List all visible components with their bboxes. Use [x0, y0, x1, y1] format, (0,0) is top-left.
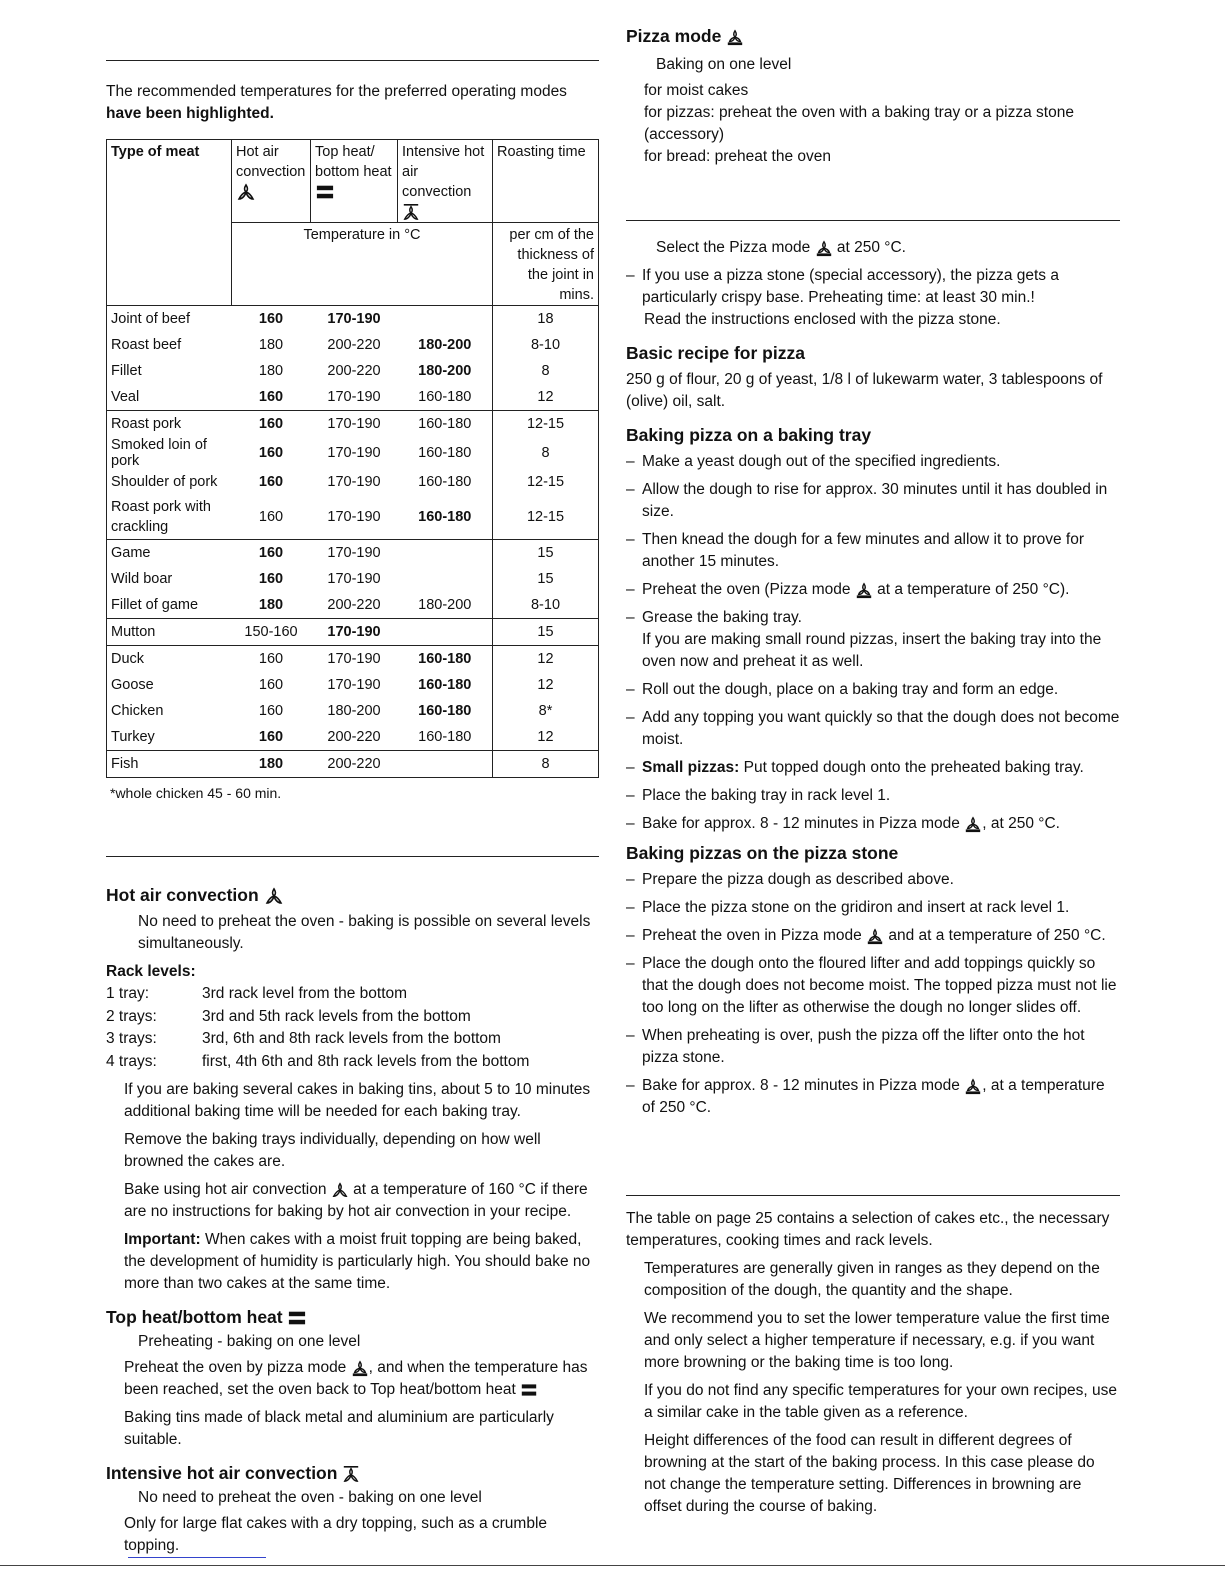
intensive-heading: Intensive hot air convection [106, 1461, 599, 1485]
cell-meat-name: Chicken [111, 703, 164, 719]
cell-top-bottom: 200-220 [327, 337, 381, 353]
list-item: – Bake for approx. 8 - 12 minutes in Pizza mode , at 250 °C. [626, 813, 1120, 835]
cell-roasting-time: 8-10 [493, 592, 599, 619]
top-bottom-p1: Preheating - baking on one level [138, 1333, 361, 1350]
table-row [107, 592, 599, 619]
list-item: – Prepare the pizza dough as described above. [626, 869, 1120, 891]
fan-icon [236, 182, 256, 202]
pizza-mode-icon [964, 815, 982, 833]
select-list [626, 265, 1120, 309]
pizza-mode-l2: for pizzas: preheat the oven with a baking tray or a pizza stone (accessory) [644, 104, 1074, 143]
cell-top-bottom: 170-190 [327, 389, 381, 405]
cell-intensive: 160-180 [418, 677, 472, 693]
cell-roasting-time: 8 [493, 751, 599, 778]
list-item: – Small pizzas: Put topped dough onto the preheated baking tray. [626, 757, 1120, 779]
cell-top-bottom: 200-220 [327, 729, 381, 745]
basic-recipe-text: 250 g of flour, 20 g of yeast, 1/8 l of lukewarm water, 3 tablespoons of (olive) oil, salt. [626, 371, 1103, 410]
rack-levels-list [106, 983, 599, 1073]
pizza-stone-heading: Baking pizzas on the pizza stone [626, 843, 899, 863]
table-row [107, 540, 599, 567]
cell-top-bottom: 170-190 [311, 540, 398, 567]
header-top-bottom: Top heat/ bottom heat [311, 140, 398, 223]
cell-hot-air: 160 [258, 445, 284, 461]
table-row [107, 358, 599, 384]
cell-intensive [398, 566, 493, 592]
cell-roasting-time: 8 [493, 437, 599, 469]
cell-roasting-time: 8* [493, 698, 599, 724]
pizza-mode-icon [964, 1077, 982, 1095]
cell-hot-air: 160 [258, 571, 284, 587]
table-row [107, 469, 599, 495]
cell-hot-air: 180 [258, 597, 284, 613]
cell-top-bottom: 170-190 [327, 509, 381, 525]
cell-intensive: 160-180 [418, 389, 472, 405]
cell-roasting-time: 12 [493, 672, 599, 698]
hot-air-p1: No need to preheat the oven - baking is possible on several levels simultaneously. [138, 913, 591, 952]
list-item: – Grease the baking tray. If you are making small round pizzas, insert the baking tray into the oven now and preheat it as well. [626, 607, 1120, 673]
top-bottom-p3: Baking tins made of black metal and aluminium are particularly suitable. [124, 1409, 554, 1448]
intensive-p1: No need to preheat the oven - baking on one level [138, 1489, 482, 1506]
pizza-mode-icon [726, 28, 744, 46]
table-row [107, 306, 599, 333]
cell-intensive: 180-200 [418, 597, 472, 613]
baking-tray-list [626, 451, 1120, 835]
intro-bold: have been highlighted. [106, 105, 274, 122]
cell-intensive: 180-200 [418, 337, 472, 353]
cakes-p3: If you do not find any specific temperatures for your own recipes, use a similar cake in the table given as a reference. [644, 1382, 1117, 1421]
cell-top-bottom: 180-200 [327, 703, 381, 719]
cell-intensive: 160-180 [418, 474, 472, 490]
header-per-cm: per cm of the thickness of the joint in mins. [493, 223, 599, 306]
cell-hot-air: 180 [258, 363, 284, 379]
fan-icon [264, 886, 284, 906]
cell-intensive: 180-200 [418, 363, 472, 379]
cell-hot-air: 160 [258, 729, 284, 745]
table-row [107, 437, 599, 469]
hot-air-p2: If you are baking several cakes in baking tins, about 5 to 10 minutes additional baking time will be needed for each baking tray. [124, 1081, 591, 1120]
cell-roasting-time: 8-10 [493, 332, 599, 358]
table-row [107, 619, 599, 646]
cell-hot-air: 160 [232, 411, 311, 438]
cell-intensive [398, 540, 493, 567]
cell-top-bottom: 170-190 [311, 646, 398, 673]
pizza-mode-icon [815, 239, 833, 257]
cell-roasting-time: 12 [493, 724, 599, 751]
rack-value: 3rd rack level from the bottom [202, 985, 408, 1002]
header-intensive: Intensive hot air convection [398, 140, 493, 223]
list-item: – Preheat the oven (Pizza mode at a temperature of 250 °C). [626, 579, 1120, 601]
baking-tray-heading: Baking pizza on a baking tray [626, 425, 872, 445]
hot-air-p5: Important: When cakes with a moist fruit topping are being baked, the development of humidity is particularly high. You should bake no more than two cakes at the same time. [124, 1231, 591, 1292]
cell-meat-name: Mutton [107, 619, 232, 646]
rack-levels-heading: Rack levels: [106, 963, 196, 980]
page-bottom-rule [0, 1565, 1225, 1566]
cell-top-bottom: 170-190 [327, 474, 381, 490]
list-item: – If you use a pizza stone (special accessory), the pizza gets a particularly crispy base. Preheating time: at least 30 min.! [626, 265, 1120, 309]
cell-intensive: 160-180 [418, 729, 472, 745]
list-item: – When preheating is over, push the pizza off the lifter onto the hot pizza stone. [626, 1025, 1120, 1069]
header-roasting: Roasting time [493, 140, 599, 223]
rack-label: 3 trays: [106, 1030, 157, 1047]
list-item: – Make a yeast dough out of the specified ingredients. [626, 451, 1120, 473]
rack-value: first, 4th 6th and 8th rack levels from the bottom [202, 1052, 530, 1070]
cell-intensive: 160-180 [418, 703, 472, 719]
intensive-p2: Only for large flat cakes with a dry topping, such as a crumble topping. [124, 1515, 548, 1554]
cell-top-bottom: 170-190 [327, 571, 381, 587]
pizza-mode-icon [855, 581, 873, 599]
header-hot-air: Hot air convection [232, 140, 311, 223]
table-row [107, 411, 599, 438]
cell-intensive [398, 619, 493, 646]
cell-meat-name: Fish [107, 751, 232, 778]
cell-roasting-time: 15 [493, 619, 599, 646]
cell-top-bottom: 200-220 [311, 751, 398, 778]
table-footnote: *whole chicken 45 - 60 min. [110, 785, 282, 801]
cell-intensive: 160-180 [418, 445, 472, 461]
cell-meat-name: Goose [111, 677, 154, 693]
cell-hot-air: 160 [232, 306, 311, 333]
list-item: – Place the pizza stone on the gridiron and insert at rack level 1. [626, 897, 1120, 919]
cakes-p1: Temperatures are generally given in ranges as they depend on the composition of the dough, the quantity and the shape. [644, 1260, 1100, 1299]
cell-roasting-time: 8 [493, 358, 599, 384]
cell-roasting-time: 12-15 [493, 411, 599, 438]
left-column [106, 60, 599, 1557]
cakes-p4: Height differences of the food can result in different degrees of browning at the start of the baking process. In this case please do not change the temperature setting. Differences in browning are offset during the course of baking. [644, 1432, 1095, 1515]
table-row [107, 724, 599, 751]
pizza-mode-icon [351, 1359, 369, 1377]
cell-meat-name: Fillet [111, 363, 142, 379]
hot-air-heading: Hot air convection [106, 883, 599, 907]
list-item: – Place the dough onto the floured lifter and add toppings quickly so that the dough does not become moist. The topped pizza must not lie too long on the lifter as otherwise the dough no longer slides off. [626, 953, 1120, 1019]
top-bottom-heat-icon [287, 1309, 307, 1327]
meat-table [106, 139, 599, 778]
pizza-mode-icon [866, 927, 884, 945]
cell-roasting-time: 15 [493, 540, 599, 567]
pizza-mode-p1: Baking on one level [656, 56, 792, 73]
cell-hot-air: 160 [258, 474, 284, 490]
cell-roasting-time: 15 [493, 566, 599, 592]
intensive-fan-icon [342, 1464, 360, 1484]
pizza-mode-l1: for moist cakes [644, 82, 749, 99]
cell-top-bottom: 170-190 [327, 445, 381, 461]
intro-text: The recommended temperatures for the preferred operating modes [106, 83, 567, 100]
cell-roasting-time: 12 [493, 646, 599, 673]
rack-label: 2 trays: [106, 1007, 157, 1025]
list-item: – Allow the dough to rise for approx. 30 minutes until it has doubled in size. [626, 479, 1120, 523]
intro-paragraph [106, 81, 599, 125]
cell-meat-name: Veal [111, 389, 140, 405]
pizza-mode-l3: for bread: preheat the oven [644, 148, 831, 165]
table-row [107, 672, 599, 698]
cell-meat-name: Roast pork with crackling [111, 499, 211, 535]
rack-label: 1 tray: [106, 985, 150, 1002]
pizza-stone-list [626, 869, 1120, 1119]
table-row [107, 566, 599, 592]
table-row [107, 495, 599, 540]
list-item: – Place the baking tray in rack level 1. [626, 785, 1120, 807]
list-item: – Then knead the dough for a few minutes and allow it to prove for another 15 minutes. [626, 529, 1120, 573]
cell-top-bottom: 200-220 [327, 363, 381, 379]
cell-roasting-time: 12-15 [493, 469, 599, 495]
cell-meat-name: Turkey [111, 729, 155, 745]
list-item: – Roll out the dough, place on a baking tray and form an edge. [626, 679, 1120, 701]
cell-hot-air: 160 [258, 677, 284, 693]
cell-top-bottom: 170-190 [311, 411, 398, 438]
cell-hot-air: 160 [258, 389, 284, 405]
basic-recipe-heading: Basic recipe for pizza [626, 343, 805, 363]
rack-label: 4 trays: [106, 1052, 157, 1070]
hot-air-p3: Remove the baking trays individually, depending on how well browned the cakes are. [124, 1131, 541, 1170]
cell-hot-air: 160 [258, 703, 284, 719]
cell-meat-name: Fillet of game [111, 597, 199, 613]
cell-meat-name: Roast beef [111, 337, 182, 353]
list-item: – Add any topping you want quickly so that the dough does not become moist. [626, 707, 1120, 751]
fan-icon [331, 1181, 349, 1199]
cell-intensive: 160-180 [398, 411, 493, 438]
cell-roasting-time: 12-15 [493, 495, 599, 540]
header-temperature: Temperature in °C [232, 223, 493, 306]
cell-intensive: 160-180 [398, 646, 493, 673]
hot-air-p4: Bake using hot air convection at a temperature of 160 °C if there are no instructions for baking by hot air convection in your recipe. [124, 1181, 588, 1220]
cell-intensive [398, 306, 493, 333]
cakes-p2: We recommend you to set the lower temperature value the first time and only select a higher temperature if necessary, e.g. if you want more browning or the baking time is too long. [644, 1310, 1110, 1371]
cell-meat-name: Joint of beef [107, 306, 232, 333]
cell-top-bottom: 200-220 [327, 597, 381, 613]
right-column [626, 24, 1120, 1518]
cell-hot-air: 160 [258, 509, 284, 525]
cakes-intro: The table on page 25 contains a selection of cakes etc., the necessary temperatures, cooking times and rack levels. [626, 1210, 1110, 1249]
section-divider [626, 220, 1120, 221]
rack-value: 3rd and 5th rack levels from the bottom [202, 1007, 471, 1025]
cell-roasting-time: 12 [493, 384, 599, 411]
cell-top-bottom: 170-190 [327, 677, 381, 693]
intensive-fan-icon [402, 203, 420, 221]
top-bottom-heading: Top heat/bottom heat [106, 1305, 599, 1329]
list-item: – Preheat the oven in Pizza mode and at a temperature of 250 °C. [626, 925, 1120, 947]
table-row [107, 751, 599, 778]
top-bottom-p2: Preheat the oven by pizza mode , and when the temperature has been reached, set the oven back to Top heat/bottom heat [124, 1359, 588, 1398]
cell-roasting-time: 18 [493, 306, 599, 333]
cell-hot-air: 180 [232, 751, 311, 778]
table-row [107, 698, 599, 724]
cell-meat-name: Shoulder of pork [111, 474, 218, 490]
cell-meat-name: Game [107, 540, 232, 567]
meat-table-body [107, 306, 599, 778]
cell-top-bottom: 170-190 [311, 306, 398, 333]
cell-intensive: 160-180 [418, 509, 472, 525]
cell-intensive [398, 751, 493, 778]
cell-hot-air: 150-160 [232, 619, 311, 646]
select-pizza-p1: Select the Pizza mode at 250 °C. [656, 239, 906, 256]
cell-meat-name: Roast pork [107, 411, 232, 438]
pizza-mode-heading: Pizza mode [626, 24, 1120, 48]
cell-meat-name: Smoked loin of pork [111, 437, 207, 469]
section-divider [106, 60, 599, 61]
top-bottom-heat-icon [520, 1382, 538, 1398]
section-divider [626, 1195, 1120, 1196]
rack-value: 3rd, 6th and 8th rack levels from the bottom [202, 1030, 501, 1047]
section-divider [106, 856, 599, 857]
cell-top-bottom: 170-190 [311, 619, 398, 646]
cell-meat-name: Wild boar [111, 571, 173, 587]
cell-hot-air: 160 [232, 540, 311, 567]
table-row [107, 646, 599, 673]
cell-meat-name: Duck [107, 646, 232, 673]
page-link-underline[interactable] [128, 1557, 266, 1558]
header-type: Type of meat [111, 144, 200, 160]
table-header-row [107, 140, 599, 223]
table-row [107, 384, 599, 411]
list-item: – Bake for approx. 8 - 12 minutes in Pizza mode , at a temperature of 250 °C. [626, 1075, 1120, 1119]
cell-hot-air: 160 [232, 646, 311, 673]
table-row [107, 332, 599, 358]
cell-hot-air: 180 [258, 337, 284, 353]
select-pizza-p2: Read the instructions enclosed with the pizza stone. [644, 311, 1001, 328]
top-bottom-heat-icon [315, 183, 335, 201]
